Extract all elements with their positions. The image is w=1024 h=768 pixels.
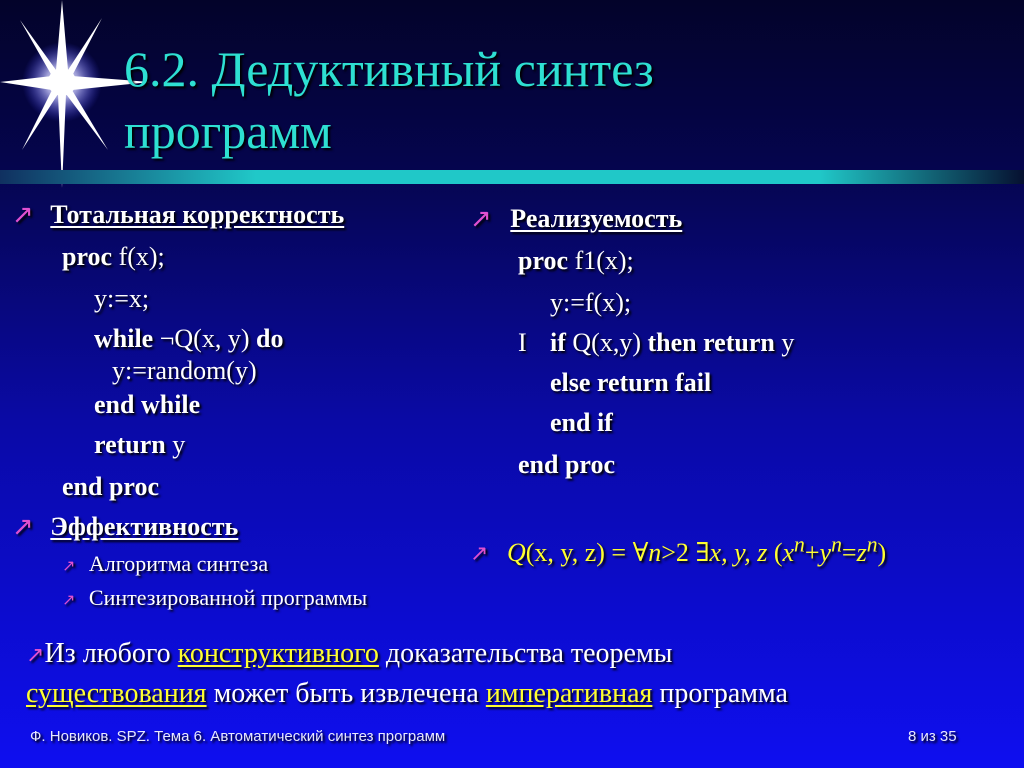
- proc-signature: f1(x);: [568, 246, 634, 275]
- term-constructive: конструктивного: [177, 638, 379, 669]
- sub-item-algorithm: [62, 551, 268, 577]
- arrow-northeast-icon: ↗: [26, 643, 45, 668]
- keyword-proc: proc: [518, 246, 569, 275]
- keyword-proc: proc: [62, 242, 113, 271]
- page-counter: 8 из 35: [908, 728, 957, 745]
- formula-vars: x, y, z: [709, 537, 768, 567]
- code-end-while-line: end while: [94, 390, 201, 419]
- formula-n: n: [648, 537, 662, 567]
- keyword-return: return: [94, 430, 166, 459]
- proc-signature: f(x);: [112, 242, 165, 271]
- formula-close: ): [877, 537, 887, 567]
- bullet-efficiency: [12, 512, 238, 542]
- exponent-n: n: [866, 532, 878, 556]
- statement-text: доказательства теоремы: [378, 638, 673, 669]
- keyword-then-return: then return: [647, 328, 775, 357]
- formula-line: [470, 532, 886, 568]
- statement-text: программа: [652, 678, 788, 709]
- heading-efficiency: Эффективность: [50, 512, 239, 541]
- code-proc-line-right: [518, 246, 634, 276]
- term-imperative: императивная: [485, 678, 653, 709]
- title-divider: [0, 170, 1024, 184]
- formula-q: Q: [506, 537, 526, 567]
- sub-item-label: Алгоритма синтеза: [88, 551, 269, 576]
- keyword-do: do: [256, 324, 284, 353]
- bullet-realizability: [470, 204, 682, 234]
- while-condition: ¬Q(x, y): [153, 324, 256, 353]
- arrow-northeast-icon: ↗: [470, 204, 492, 234]
- return-value: y: [165, 430, 186, 459]
- footer-title: Ф. Новиков. SPZ. Тема 6. Автоматический синтез программ: [30, 728, 446, 745]
- bullet-total-correctness: [12, 200, 344, 230]
- term-existence: существования: [26, 678, 207, 709]
- heading-realizability: Реализуемость: [510, 204, 683, 233]
- code-proc-line: [62, 242, 165, 272]
- code-if-line: [550, 328, 794, 358]
- formula-args: (x, y, z) =: [525, 537, 633, 567]
- forall-symbol: ∀: [632, 537, 649, 567]
- arrow-northeast-icon: ↗: [470, 541, 489, 567]
- exists-symbol: ∃: [695, 537, 710, 567]
- statement-text: может быть извлечена: [206, 678, 486, 709]
- formula-plus: +: [804, 537, 820, 567]
- if-condition: Q(x,y): [565, 328, 648, 357]
- statement-line-1: [26, 638, 673, 670]
- exponent-n: n: [794, 532, 805, 556]
- heading-total-correctness: Тотальная корректность: [50, 200, 345, 229]
- code-end-proc-line: end proc: [62, 472, 160, 501]
- title-line-1: 6.2. Дедуктивный синтез: [124, 41, 654, 97]
- statement-line-2: [26, 678, 788, 710]
- statement-text: Из любого: [44, 638, 178, 669]
- code-assign-line: y:=x;: [94, 284, 150, 313]
- arrow-northeast-icon: ↗: [12, 512, 34, 542]
- title-line-2: программ: [124, 103, 332, 159]
- keyword-while: while: [94, 324, 154, 353]
- code-assign-line-right: y:=f(x);: [550, 288, 632, 317]
- arrow-northeast-icon: ↗: [62, 556, 76, 575]
- formula-y: y: [819, 537, 832, 567]
- sub-item-label: Синтезированной программы: [88, 585, 368, 610]
- formula-z: z: [856, 537, 867, 567]
- formula-x: x: [782, 537, 795, 567]
- code-while-line: [94, 324, 283, 354]
- page-title: [124, 38, 654, 162]
- code-else-line: else return fail: [550, 368, 712, 397]
- exponent-n: n: [831, 532, 842, 556]
- formula-eq: =: [841, 537, 857, 567]
- code-return-line: [94, 430, 185, 460]
- code-end-proc-line-right: end proc: [518, 450, 616, 479]
- code-marker: I: [518, 328, 527, 357]
- code-end-if-line: end if: [550, 408, 613, 437]
- code-random-line: y:=random(y): [112, 356, 257, 385]
- return-value: y: [774, 328, 795, 357]
- sub-item-program: [62, 585, 367, 611]
- formula-open: (: [767, 537, 783, 567]
- arrow-northeast-icon: ↗: [12, 200, 34, 230]
- arrow-northeast-icon: ↗: [62, 590, 76, 609]
- formula-gt: >2: [661, 537, 696, 567]
- keyword-if: if: [550, 328, 566, 357]
